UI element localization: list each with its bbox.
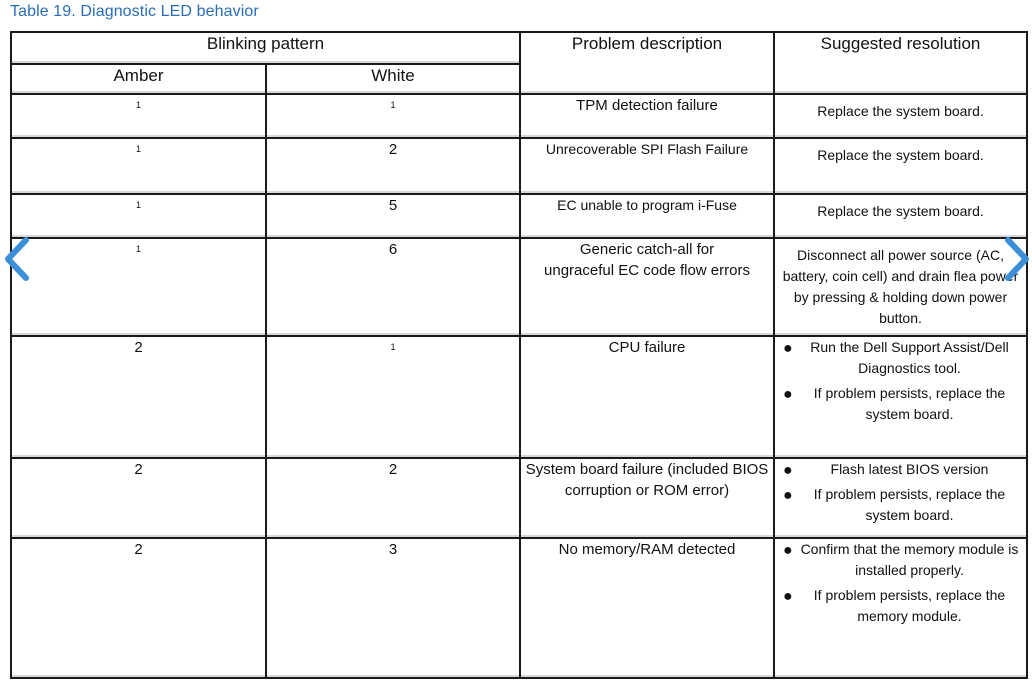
diagnostic-led-table (10, 31, 1028, 679)
amber-count: 1 (11, 94, 266, 138)
resolution-step: ● Confirm that the memory module is installed properly. (783, 541, 1019, 578)
bullet-icon: ● (783, 588, 793, 605)
white-count: 1 (266, 336, 520, 458)
bullet-icon: ● (783, 386, 793, 403)
table-row (11, 458, 1027, 538)
chevron-left-icon[interactable] (2, 236, 32, 282)
resolution-steps (781, 539, 1020, 627)
problem-description: CPU failure (520, 336, 774, 458)
problem-description: Unrecoverable SPI Flash Failure (520, 138, 774, 194)
resolution-steps (781, 459, 1020, 526)
problem-description: TPM detection failure (520, 94, 774, 138)
problem-description-header: Problem description (520, 32, 774, 94)
bullet-icon: ● (783, 487, 793, 504)
problem-description: No memory/RAM detected (520, 538, 774, 678)
resolution-step: ● If problem persists, replace the memory module. (783, 587, 1006, 624)
bullet-icon: ● (783, 340, 793, 357)
chevron-right-icon[interactable] (1002, 236, 1032, 282)
table-row (11, 194, 1027, 238)
resolution-step: ● If problem persists, replace the system board. (783, 486, 1006, 523)
amber-count: 1 (11, 138, 266, 194)
white-header: White (266, 64, 520, 94)
amber-count: 1 (11, 238, 266, 336)
white-count: 2 (266, 458, 520, 538)
table-caption: Table 19. Diagnostic LED behavior (10, 3, 259, 20)
bullet-icon: ● (783, 462, 793, 479)
resolution-step: ● Run the Dell Support Assist/Dell Diagnostics tool. (783, 339, 1009, 376)
suggested-resolution (774, 458, 1027, 538)
problem-description: EC unable to program i-Fuse (520, 194, 774, 238)
white-count: 6 (266, 238, 520, 336)
amber-count: 2 (11, 538, 266, 678)
amber-count: 1 (11, 194, 266, 238)
resolution-steps (781, 337, 1020, 425)
table-row (11, 538, 1027, 678)
chevron-right-icon[interactable] (1002, 236, 1032, 282)
chevron-left-icon[interactable] (2, 236, 32, 282)
table-row (11, 336, 1027, 458)
table-row (11, 238, 1027, 336)
problem-description: Generic catch-all for ungraceful EC code flow errors (520, 238, 774, 336)
suggested-resolution (774, 336, 1027, 458)
suggested-resolution (774, 94, 1027, 138)
resolution-step: ● Flash latest BIOS version (783, 461, 989, 479)
suggested-resolution (774, 138, 1027, 194)
amber-count: 2 (11, 336, 266, 458)
resolution-text: Replace the system board. (817, 147, 984, 163)
suggested-resolution-header: Suggested resolution (774, 32, 1027, 94)
resolution-step: ● If problem persists, replace the system board. (783, 385, 1006, 422)
suggested-resolution (774, 538, 1027, 678)
white-count: 5 (266, 194, 520, 238)
table-row (11, 94, 1027, 138)
resolution-text: Disconnect all power source (AC, battery, coin cell) and drain flea power by pressing & holding down power button. (782, 247, 1019, 326)
amber-count: 2 (11, 458, 266, 538)
suggested-resolution (774, 238, 1027, 336)
table-row (11, 138, 1027, 194)
amber-header: Amber (11, 64, 266, 94)
white-count: 1 (266, 94, 520, 138)
resolution-text: Replace the system board. (817, 103, 984, 119)
white-count: 2 (266, 138, 520, 194)
suggested-resolution (774, 194, 1027, 238)
resolution-text: Replace the system board. (817, 203, 984, 219)
white-count: 3 (266, 538, 520, 678)
blinking-pattern-header: Blinking pattern (11, 32, 520, 64)
bullet-icon: ● (783, 542, 793, 559)
problem-description: System board failure (included BIOS corruption or ROM error) (520, 458, 774, 538)
